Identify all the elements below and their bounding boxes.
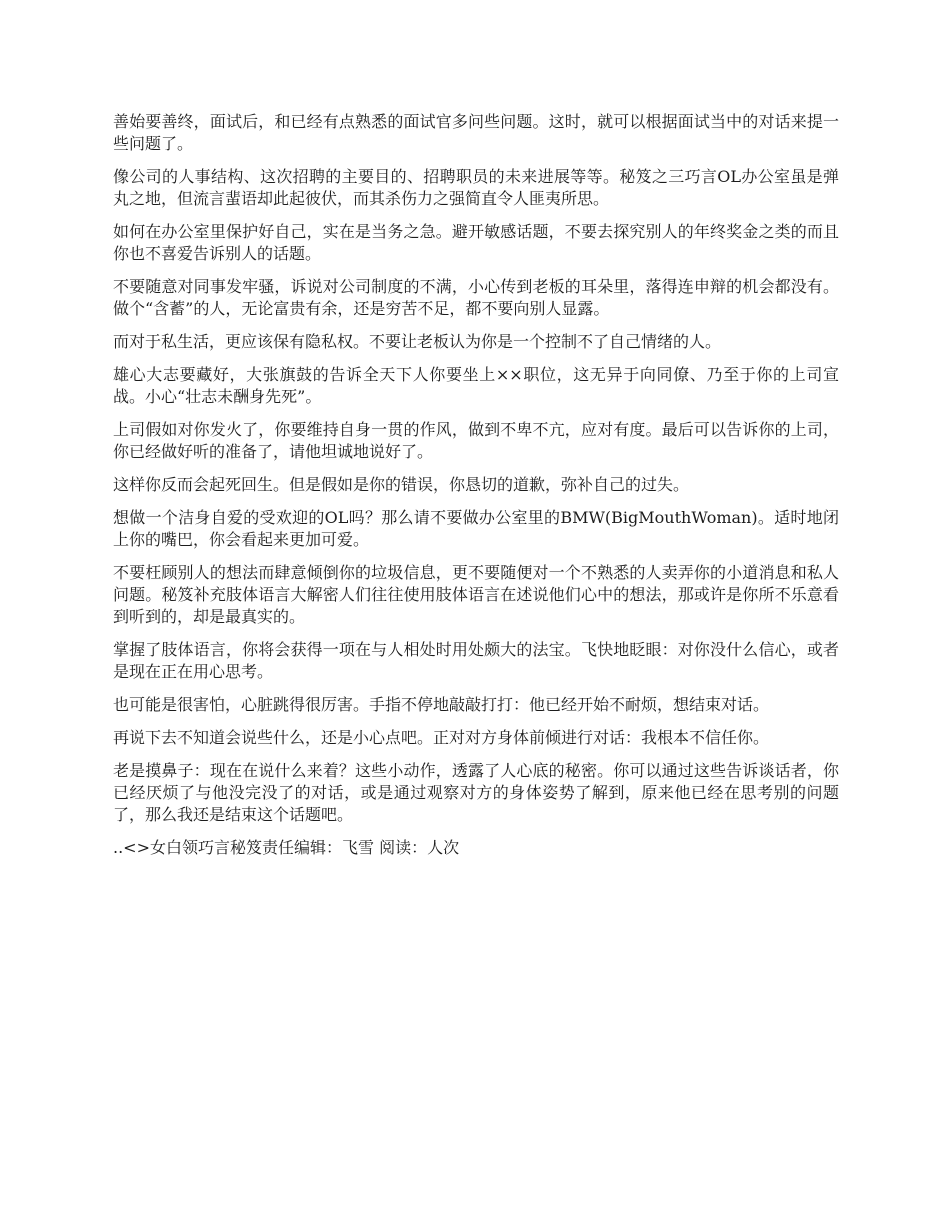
paragraph-7: 上司假如对你发火了，你要维持自身一贯的作风，做到不卑不亢，应对有度。最后可以告诉你的上司，你已经做好听的准备了，请他坦诚地说好了。 bbox=[113, 420, 839, 461]
paragraph-1: 善始要善终，面试后，和已经有点熟悉的面试官多问些问题。这时，就可以根据面试当中的对话来提一些问题了。 bbox=[113, 112, 839, 153]
paragraph-10: 不要枉顾别人的想法而肆意倾倒你的垃圾信息，更不要随便对一个不熟悉的人卖弄你的小道消息和私人问题。秘笈补充肢体语言大解密人们往往使用肢体语言在述说他们心中的想法，那或许是你所不乐意看到听到的，却是最真实的。 bbox=[113, 563, 839, 626]
paragraph-12: 也可能是很害怕，心脏跳得很厉害。手指不停地敲敲打打：他已经开始不耐烦，想结束对话。 bbox=[113, 695, 770, 714]
paragraph-2: 像公司的人事结构、这次招聘的主要目的、招聘职员的未来进展等等。秘笈之三巧言OL办公室虽是弹丸之地，但流言蜚语却此起彼伏，而其杀伤力之强简直令人匪夷所思。 bbox=[113, 167, 839, 208]
document-body bbox=[113, 111, 839, 859]
editor-footer-line: ..<>女白领巧言秘笈责任编辑：飞雪 阅读：人次 bbox=[113, 838, 460, 857]
paragraph-4: 不要随意对同事发牢骚，诉说对公司制度的不满，小心传到老板的耳朵里，落得连申辩的机会都没有。做个“含蓄”的人，无论富贵有余，还是穷苦不足，都不要向别人显露。 bbox=[113, 277, 839, 318]
paragraph-6: 雄心大志要藏好，大张旗鼓的告诉全天下人你要坐上××职位，这无异于向同僚、乃至于你的上司宣战。小心“壮志未酬身先死”。 bbox=[113, 365, 839, 406]
paragraph-11: 掌握了肢体语言，你将会获得一项在与人相处时用处颇大的法宝。飞快地眨眼：对你没什么信心，或者是现在正在用心思考。 bbox=[113, 640, 839, 681]
paragraph-13: 再说下去不知道会说些什么，还是小心点吧。正对对方身体前倾进行对话：我根本不信任你。 bbox=[113, 728, 770, 747]
paragraph-3: 如何在办公室里保护好自己，实在是当务之急。避开敏感话题，不要去探究别人的年终奖金之类的而且你也不喜爱告诉别人的话题。 bbox=[113, 222, 839, 263]
paragraph-5: 而对于私生活，更应该保有隐私权。不要让老板认为你是一个控制不了自己情绪的人。 bbox=[113, 332, 722, 351]
paragraph-9: 想做一个洁身自爱的受欢迎的OL吗？那么请不要做办公室里的BMW(BigMouthWoman)。适时地闭上你的嘴巴，你会看起来更加可爱。 bbox=[113, 508, 839, 549]
paragraph-14: 老是摸鼻子：现在在说什么来着？这些小动作，透露了人心底的秘密。你可以通过这些告诉谈话者，你已经厌烦了与他没完没了的对话，或是通过观察对方的身体姿势了解到，原来他已经在思考别的问题了，那么我还是结束这个话题吧。 bbox=[113, 761, 839, 824]
paragraph-8: 这样你反而会起死回生。但是假如是你的错误，你恳切的道歉，弥补自己的过失。 bbox=[113, 475, 690, 494]
